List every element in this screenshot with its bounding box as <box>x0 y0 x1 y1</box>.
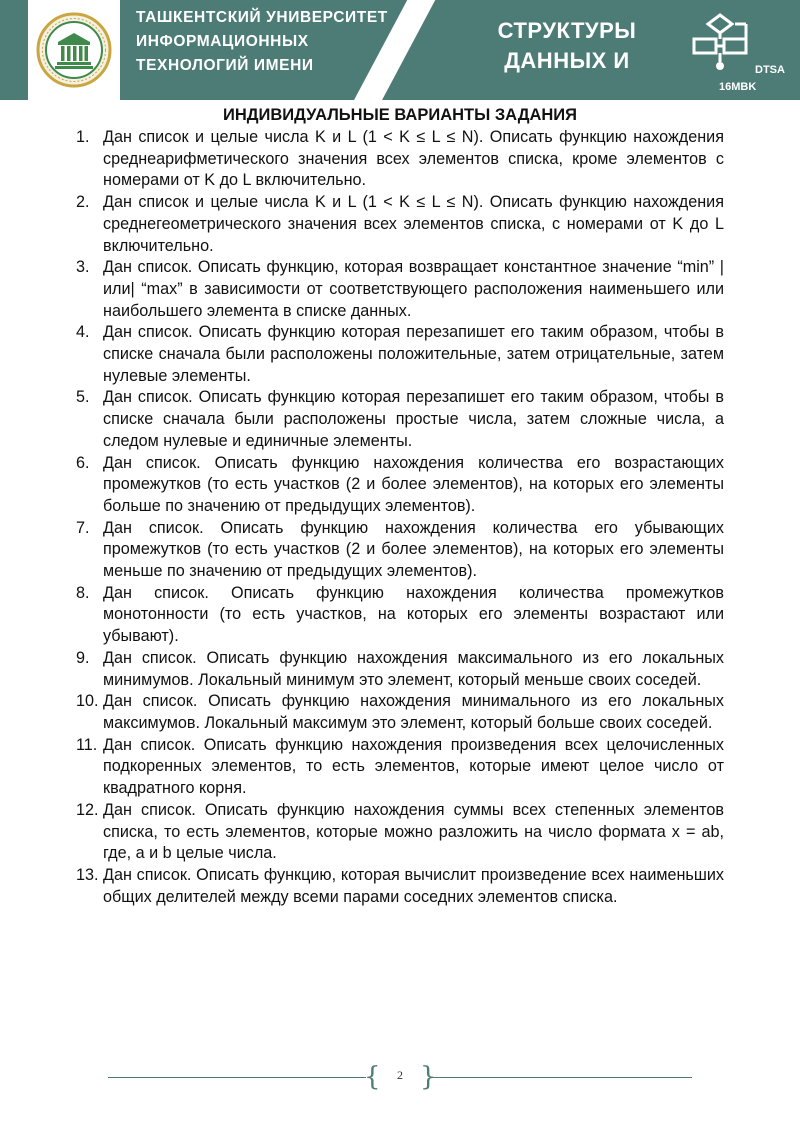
task-number: 1. <box>76 128 90 146</box>
task-number: 5. <box>76 388 90 407</box>
course-title <box>472 16 662 76</box>
page-number: 2 <box>397 1068 403 1082</box>
flowchart-icon <box>688 12 752 74</box>
task-number: 10. <box>76 692 99 711</box>
task-item <box>76 387 724 452</box>
section-heading: ИНДИВИДУАЛЬНЫЕ ВАРИАНТЫ ЗАДАНИЯ <box>222 106 578 124</box>
task-text: Дан список. Описать функцию нахождения количества его возрастающих промежутков (то есть участков (2 и более элементов), на которых его элементы больше по значению от предыдущих элементов). <box>103 453 724 515</box>
task-number: 3. <box>76 258 90 277</box>
task-number: 6. <box>76 453 90 472</box>
footer-rule <box>108 1077 366 1078</box>
task-text: Дан список. Описать функцию нахождения количества его убывающих промежутков (то есть участков (2 и более элементов), на которых его элементы меньше по значению от предыдущих элементов). <box>103 518 724 581</box>
task-number: 9. <box>76 648 90 667</box>
task-item <box>76 583 724 648</box>
course-title-line: ДАННЫХ И <box>504 48 630 73</box>
task-number: 8. <box>76 583 90 602</box>
task-item <box>76 453 724 518</box>
task-item <box>76 127 724 192</box>
task-text: Дан список. Описать функцию нахождения суммы всех степенных элементов списка, то есть элементов, которые можно разложить на число формата x = ab, где, a и b целые числа. <box>103 800 724 863</box>
right-brace-icon: } <box>420 1062 437 1092</box>
task-text: Дан список и целые числа K и L (1 < K ≤ L ≤ N). Описать функцию нахождения среднегеометрического значения всех элементов списка, с номерами от K до L включительно. <box>103 193 724 255</box>
group-code: 16MBK <box>719 81 757 93</box>
task-text: Дан список. Описать функцию нахождения максимального из его локальных минимумов. Локальный минимум это элемент, который меньше своих соседей. <box>103 648 724 689</box>
task-list <box>76 127 724 908</box>
task-item <box>76 322 724 387</box>
task-text: Дан список. Описать функцию нахождения произведения всех целочисленных подкоренных элементов, то есть элементов, которые имеют целое число от квадратного корня. <box>103 735 724 798</box>
course-code: DTSA <box>755 64 785 76</box>
university-seal-icon <box>36 12 112 88</box>
task-text: Дан список. Описать функцию, которая возвращает константное значение “min” |или| “max” в зависимости от соответствующего расположения наименьшего или наибольшего элемента в списке данных. <box>103 258 724 320</box>
task-item <box>76 257 724 322</box>
left-brace-icon: { <box>364 1062 381 1092</box>
task-text: Дан список. Описать функцию нахождения количества промежутков монотонности (то есть участков, на которых его элементы возрастают или убывают). <box>103 583 724 646</box>
task-item <box>76 865 724 908</box>
footer-rule <box>432 1077 692 1078</box>
task-item <box>76 735 724 800</box>
task-number: 13. <box>76 865 99 884</box>
course-title-line: СТРУКТУРЫ <box>497 18 637 43</box>
task-number: 7. <box>76 518 90 537</box>
task-number: 11. <box>76 735 98 754</box>
task-text: Дан список. Описать функцию которая перезапишет его таким образом, чтобы в списке сначала были расположены положительные, затем отрицательные, затем нулевые элементы. <box>103 323 724 385</box>
task-item <box>76 800 724 865</box>
task-text: Дан список и целые числа K и L (1 < K ≤ L ≤ N). Описать функцию нахождения среднеарифметического значения всех элементов списка, кроме элементов с номерами от K до L включительно. <box>103 128 724 190</box>
task-item <box>76 648 724 691</box>
page-header <box>0 0 800 100</box>
university-name-line: ТЕХНОЛОГИЙ ИМЕНИ <box>136 57 314 74</box>
task-number: 12. <box>76 800 99 819</box>
task-number: 4. <box>76 323 90 342</box>
task-number: 2. <box>76 193 90 212</box>
university-logo <box>28 0 120 100</box>
task-item <box>76 691 724 734</box>
university-name-line: ИНФОРМАЦИОННЫХ <box>136 33 309 50</box>
task-text: Дан список. Описать функцию которая перезапишет его таким образом, чтобы в списке сначала были расположены простые числа, затем сложные числа, а следом нулевые и единичные элементы. <box>103 388 724 450</box>
task-text: Дан список. Описать функцию, которая вычислит произведение всех наименьших общих делителей между всеми парами соседних элементов списка. <box>103 865 724 906</box>
university-name <box>136 6 388 78</box>
task-item <box>76 518 724 583</box>
task-item <box>76 192 724 257</box>
task-text: Дан список. Описать функцию нахождения минимального из его локальных максимумов. Локальный максимум это элемент, который больше своих соседей. <box>103 692 724 732</box>
page-footer <box>0 1062 800 1092</box>
university-name-line: ТАШКЕНТСКИЙ УНИВЕРСИТЕТ <box>136 9 388 26</box>
